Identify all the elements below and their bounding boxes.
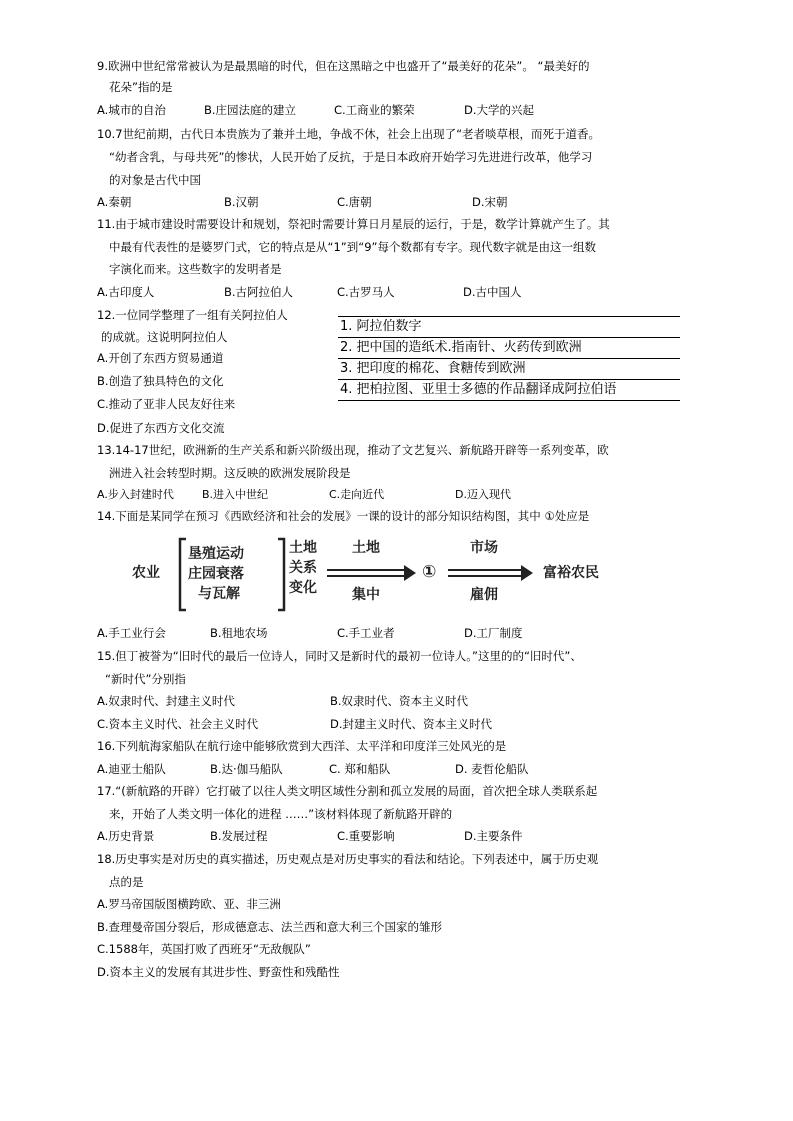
q12-option-d: D.促进了东西方文化交流 bbox=[97, 421, 225, 435]
diagram-change-line2: 关系 bbox=[289, 560, 317, 576]
q12-achievement-item: 2. 把中国的造纸术.指南针、火药传到欧洲 bbox=[338, 337, 680, 358]
q11-option-d: D.古中国人 bbox=[463, 285, 522, 299]
q16-options bbox=[97, 761, 697, 777]
q12-stem-line2: 的成就。这说明阿拉伯人 bbox=[101, 330, 228, 344]
q12-achievement-item: 4. 把柏拉图、亚里士多德的作品翻译成阿拉伯语 bbox=[338, 379, 680, 401]
q11-options bbox=[97, 284, 697, 300]
q10-option-c: C.唐朝 bbox=[337, 195, 372, 209]
q16-stem-line1: 16.下列航海家船队在航行途中能够欣赏到大西洋、太平洋和印度洋三处风光的是 bbox=[97, 739, 507, 753]
q10-stem-line2: “幼者含乳，与母共死”的惨状，人民开始了反抗，于是日本政府开始学习先进进行改革，他学习 bbox=[109, 150, 593, 164]
diagram-cause-line1: 垦殖运动 bbox=[188, 546, 244, 562]
q14-option-a: A.手工业行会 bbox=[97, 626, 166, 640]
q14-option-b: B.租地农场 bbox=[210, 626, 268, 640]
q16-option-d: D. 麦哲伦船队 bbox=[455, 762, 529, 776]
q12-stem-line1: 12.一位同学整理了一组有关阿拉伯人 bbox=[97, 308, 288, 322]
q18-stem-line1: 18.历史事实是对历史的真实描述，历史观点是对历史事实的看法和结论。下列表述中，属于历史观 bbox=[97, 852, 599, 866]
q9-option-b: B.庄园法庭的建立 bbox=[204, 103, 297, 117]
q9-option-d: D.大学的兴起 bbox=[464, 103, 535, 117]
q18-option-b: B.查理曼帝国分裂后，形成德意志、法兰西和意大利三个国家的雏形 bbox=[97, 920, 443, 934]
q17-stem-line1: 17.“(新航路的开辟）它打破了以往人类文明区域性分割和孤立发展的局面，首次把全球人类联系起 bbox=[97, 784, 598, 798]
q18-stem-line2: 点的是 bbox=[109, 875, 144, 889]
q15-option-a: A.奴隶时代、封建主义时代 bbox=[97, 694, 235, 708]
q12-option-b: B.创造了独具特色的文化 bbox=[97, 374, 224, 388]
q12-option-c: C.推动了亚非人民友好往来 bbox=[97, 397, 236, 411]
q9-options bbox=[97, 102, 697, 118]
q11-stem-line1: 11.由于城市建设时需要设计和规划，祭祀时需要计算日月星辰的运行，于是，数学计算就产生了。其 bbox=[97, 217, 610, 231]
diagram-cause-line3: 与瓦解 bbox=[198, 586, 240, 602]
q14-stem-line1: 14.下面是某同学在预习《西欧经济和社会的发展》一课的设计的部分知识结构图，其中 ①处应是 bbox=[97, 509, 590, 523]
q9-stem-line2: 花朵”指的是 bbox=[109, 80, 173, 94]
q15-option-d: D.封建主义时代、资本主义时代 bbox=[330, 717, 493, 731]
diagram-arrow1-top: 土地 bbox=[352, 540, 380, 556]
q13-option-d: D.迈入现代 bbox=[455, 488, 511, 501]
q10-option-d: D.宋朝 bbox=[472, 195, 508, 209]
diagram-agriculture-label: 农业 bbox=[132, 565, 160, 581]
q12-achievement-item: 1. 阿拉伯数字 bbox=[338, 316, 680, 337]
q15-stem-line1: 15.但丁被誉为“旧时代的最后一位诗人，同时又是新时代的最初一位诗人。”这里的的“旧时代”、 bbox=[97, 649, 582, 663]
q17-option-b: B.发展过程 bbox=[210, 829, 268, 843]
q17-option-c: C.重要影响 bbox=[337, 829, 395, 843]
q9-stem-line1: 9.欧洲中世纪常常被认为是最黑暗的时代，但在这黑暗之中也盛开了“最美好的花朵”。 “最美好的 bbox=[97, 59, 590, 73]
q11-stem-line3: 字演化而来。这些数字的发明者是 bbox=[109, 262, 282, 276]
q10-option-b: B.汉朝 bbox=[224, 195, 259, 209]
q13-stem-line2: 洲进入社会转型时期。这反映的欧洲发展阶段是 bbox=[109, 466, 351, 480]
q16-option-c: C. 郑和船队 bbox=[329, 762, 391, 776]
q18-option-d: D.资本主义的发展有其进步性、野蛮性和残酷性 bbox=[97, 965, 340, 979]
q18-option-c: C.1588年，英国打败了西班牙“无敌舰队” bbox=[97, 942, 311, 956]
q15-option-b: B.奴隶时代、资本主义时代 bbox=[330, 694, 469, 708]
q12-achievement-item: 3. 把印度的棉花、食糖传到欧洲 bbox=[338, 358, 680, 379]
q10-options bbox=[97, 194, 697, 210]
diagram-change-line1: 土地 bbox=[289, 540, 317, 556]
q9-option-c: C.工商业的繁荣 bbox=[334, 103, 415, 117]
q11-stem-line2: 中最有代表性的是婆罗门式，它的特点是从“1”到“9”每个数都有专字。现代数字就是由这一组数 bbox=[109, 240, 596, 254]
q11-option-c: C.古罗马人 bbox=[337, 285, 395, 299]
q17-options bbox=[97, 828, 697, 844]
q10-option-a: A.秦朝 bbox=[97, 195, 132, 209]
q14-knowledge-diagram bbox=[130, 534, 620, 614]
q13-stem-line1: 13.14-17世纪，欧洲新的生产关系和新兴阶级出现，推动了文艺复兴、新航路开辟等一系列变革，欧 bbox=[97, 443, 609, 457]
diagram-change-line3: 变化 bbox=[289, 580, 317, 596]
diagram-cause-line2: 庄园衰落 bbox=[188, 566, 244, 582]
q16-option-b: B.达·伽马船队 bbox=[210, 762, 283, 776]
q13-option-c: C.走向近代 bbox=[329, 488, 385, 501]
q12-achievements-box bbox=[338, 316, 680, 399]
diagram-arrow2-bottom: 雇佣 bbox=[470, 587, 498, 603]
q14-options bbox=[97, 625, 697, 641]
q14-option-c: C.手工业者 bbox=[337, 626, 395, 640]
q17-option-d: D.主要条件 bbox=[464, 829, 523, 843]
q9-option-a: A.城市的自治 bbox=[97, 103, 166, 117]
q11-option-a: A.古印度人 bbox=[97, 285, 155, 299]
q15-stem-line2: “新时代”分别指 bbox=[105, 672, 186, 686]
q15-option-c: C.资本主义时代、社会主义时代 bbox=[97, 717, 259, 731]
q14-option-d: D.工厂制度 bbox=[464, 626, 523, 640]
q16-option-a: A.迪亚士船队 bbox=[97, 762, 166, 776]
q13-option-a: A.步入封建时代 bbox=[97, 488, 174, 501]
diagram-arrow1-bottom: 集中 bbox=[352, 587, 380, 603]
q11-option-b: B.古阿拉伯人 bbox=[224, 285, 294, 299]
diagram-arrow2-top: 市场 bbox=[470, 540, 498, 556]
q12-option-a: A.开创了东西方贸易通道 bbox=[97, 351, 224, 365]
diagram-result: 富裕农民 bbox=[543, 565, 599, 581]
q18-option-a: A.罗马帝国版图横跨欧、亚、非三洲 bbox=[97, 897, 281, 911]
q10-stem-line3: 的对象是古代中国 bbox=[109, 173, 201, 187]
q13-options bbox=[97, 487, 697, 503]
q10-stem-line1: 10.7世纪前期，古代日本贵族为了兼并土地，争战不休，社会上出现了“老者啖草根，而死于道香。 bbox=[97, 127, 601, 141]
q17-option-a: A.历史背景 bbox=[97, 829, 155, 843]
q17-stem-line2: 来，开始了人类文明一体化的进程 ……”该材料体现了新航路开辟的 bbox=[109, 807, 453, 821]
q13-option-b: B.进入中世纪 bbox=[202, 488, 269, 501]
diagram-blank-circle: ① bbox=[422, 562, 437, 582]
